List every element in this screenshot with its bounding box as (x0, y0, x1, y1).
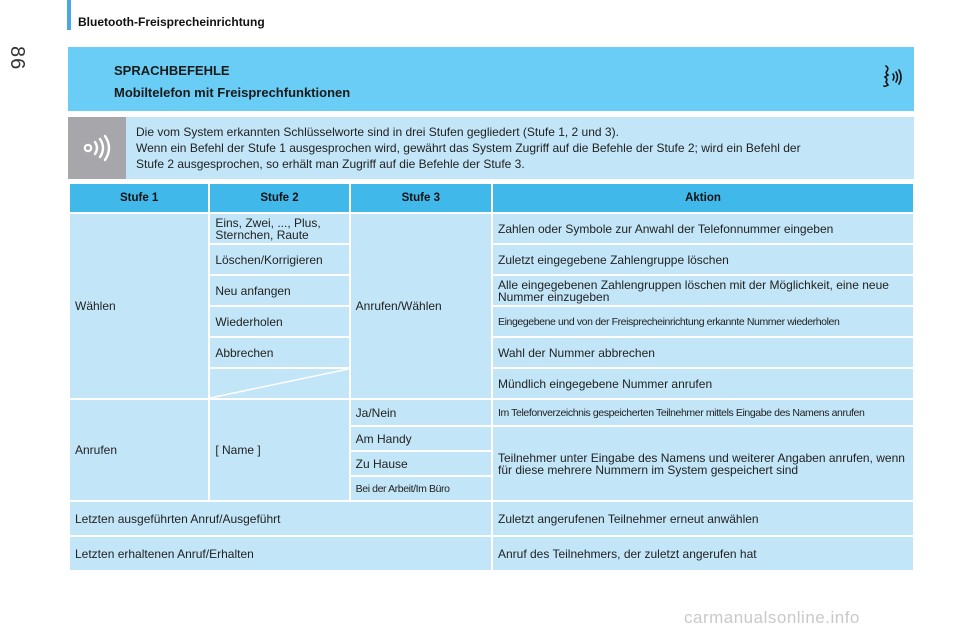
cell-stufe3: Am Handy (351, 427, 491, 450)
cell-anrufen-waehlen: Anrufen/Wählen (351, 214, 491, 398)
cell-aktion: Eingegebene und von der Freisprecheinrichtung erkannte Nummer wiederholen (493, 307, 913, 336)
header-stufe-3: Stufe 3 (351, 184, 491, 212)
cell-label: Letzten ausgeführten Anruf/Ausgeführt (70, 502, 491, 535)
running-header: Bluetooth-Freisprecheinrichtung (78, 15, 265, 29)
cell-name: [ Name ] (210, 400, 348, 500)
cell-aktion: Zuletzt angerufenen Teilnehmer erneut anwählen (493, 502, 913, 535)
cell-aktion: Teilnehmer unter Eingabe des Namens und weiterer Angaben anrufen, wenn für diese mehrere Nummern im System gespeichert sind (493, 427, 913, 500)
header-stufe-2: Stufe 2 (210, 184, 348, 212)
info-line: Die vom System erkannten Schlüsselworte sind in drei Stufen gegliedert (Stufe 1, 2 und 3). (136, 125, 619, 139)
watermark: carmanualsonline.info (684, 608, 860, 627)
info-icon-block (68, 117, 126, 179)
page-number: 86 (6, 46, 28, 71)
cell-stufe2: Wiederholen (210, 307, 348, 336)
cell-empty-diagonal (210, 369, 348, 398)
cell-waehlen: Wählen (70, 214, 208, 398)
header-aktion: Aktion (493, 184, 913, 212)
voice-command-table (68, 182, 915, 572)
cell-aktion: Zuletzt eingegebene Zahlengruppe löschen (493, 245, 913, 274)
cell-stufe3: Bei der Arbeit/Im Büro (351, 477, 491, 500)
cell-stufe2: Löschen/Korrigieren (210, 245, 348, 274)
table-row (70, 214, 913, 243)
cell-stufe2: Eins, Zwei, ..., Plus, Sternchen, Raute (210, 214, 348, 243)
cell-stufe2: Neu anfangen (210, 276, 348, 305)
cell-aktion: Wahl der Nummer abbrechen (493, 338, 913, 367)
cell-aktion: Mündlich eingegebene Nummer anrufen (493, 369, 913, 398)
voice-command-icon (878, 63, 906, 91)
cell-aktion: Anruf des Teilnehmers, der zuletzt angerufen hat (493, 537, 913, 570)
section-subheading: Mobiltelefon mit Freisprechfunktionen (114, 85, 351, 100)
cell-stufe3: Zu Hause (351, 452, 491, 475)
info-box (68, 117, 914, 179)
section-heading: SPRACHBEFEHLE (114, 63, 230, 78)
cell-stufe3: Ja/Nein (351, 400, 491, 425)
info-line: Stufe 2 ausgesprochen, so erhält man Zugriff auf die Befehle der Stufe 3. (136, 157, 525, 171)
cell-anrufen: Anrufen (70, 400, 208, 500)
table-header-row (70, 184, 913, 212)
table-row (70, 400, 913, 425)
voice-icon (82, 134, 112, 162)
cell-aktion: Zahlen oder Symbole zur Anwahl der Telefonnummer eingeben (493, 214, 913, 243)
cell-aktion: Im Telefonverzeichnis gespeicherten Teilnehmer mittels Eingabe des Namens anrufen (493, 400, 913, 425)
table-row (70, 502, 913, 535)
section-title-box (68, 47, 914, 111)
table-row (70, 537, 913, 570)
cell-label: Letzten erhaltenen Anruf/Erhalten (70, 537, 491, 570)
cell-stufe2: Abbrechen (210, 338, 348, 367)
info-text (136, 124, 906, 172)
diagonal-line (210, 369, 348, 398)
header-accent-bar (67, 0, 71, 30)
header-stufe-1: Stufe 1 (70, 184, 208, 212)
info-line: Wenn ein Befehl der Stufe 1 ausgesprochen wird, gewährt das System Zugriff auf die Befehle der Stufe 2; wird ein Befehl der (136, 141, 801, 155)
cell-aktion: Alle eingegebenen Zahlengruppen löschen mit der Möglichkeit, eine neue Nummer einzugeben (493, 276, 913, 305)
